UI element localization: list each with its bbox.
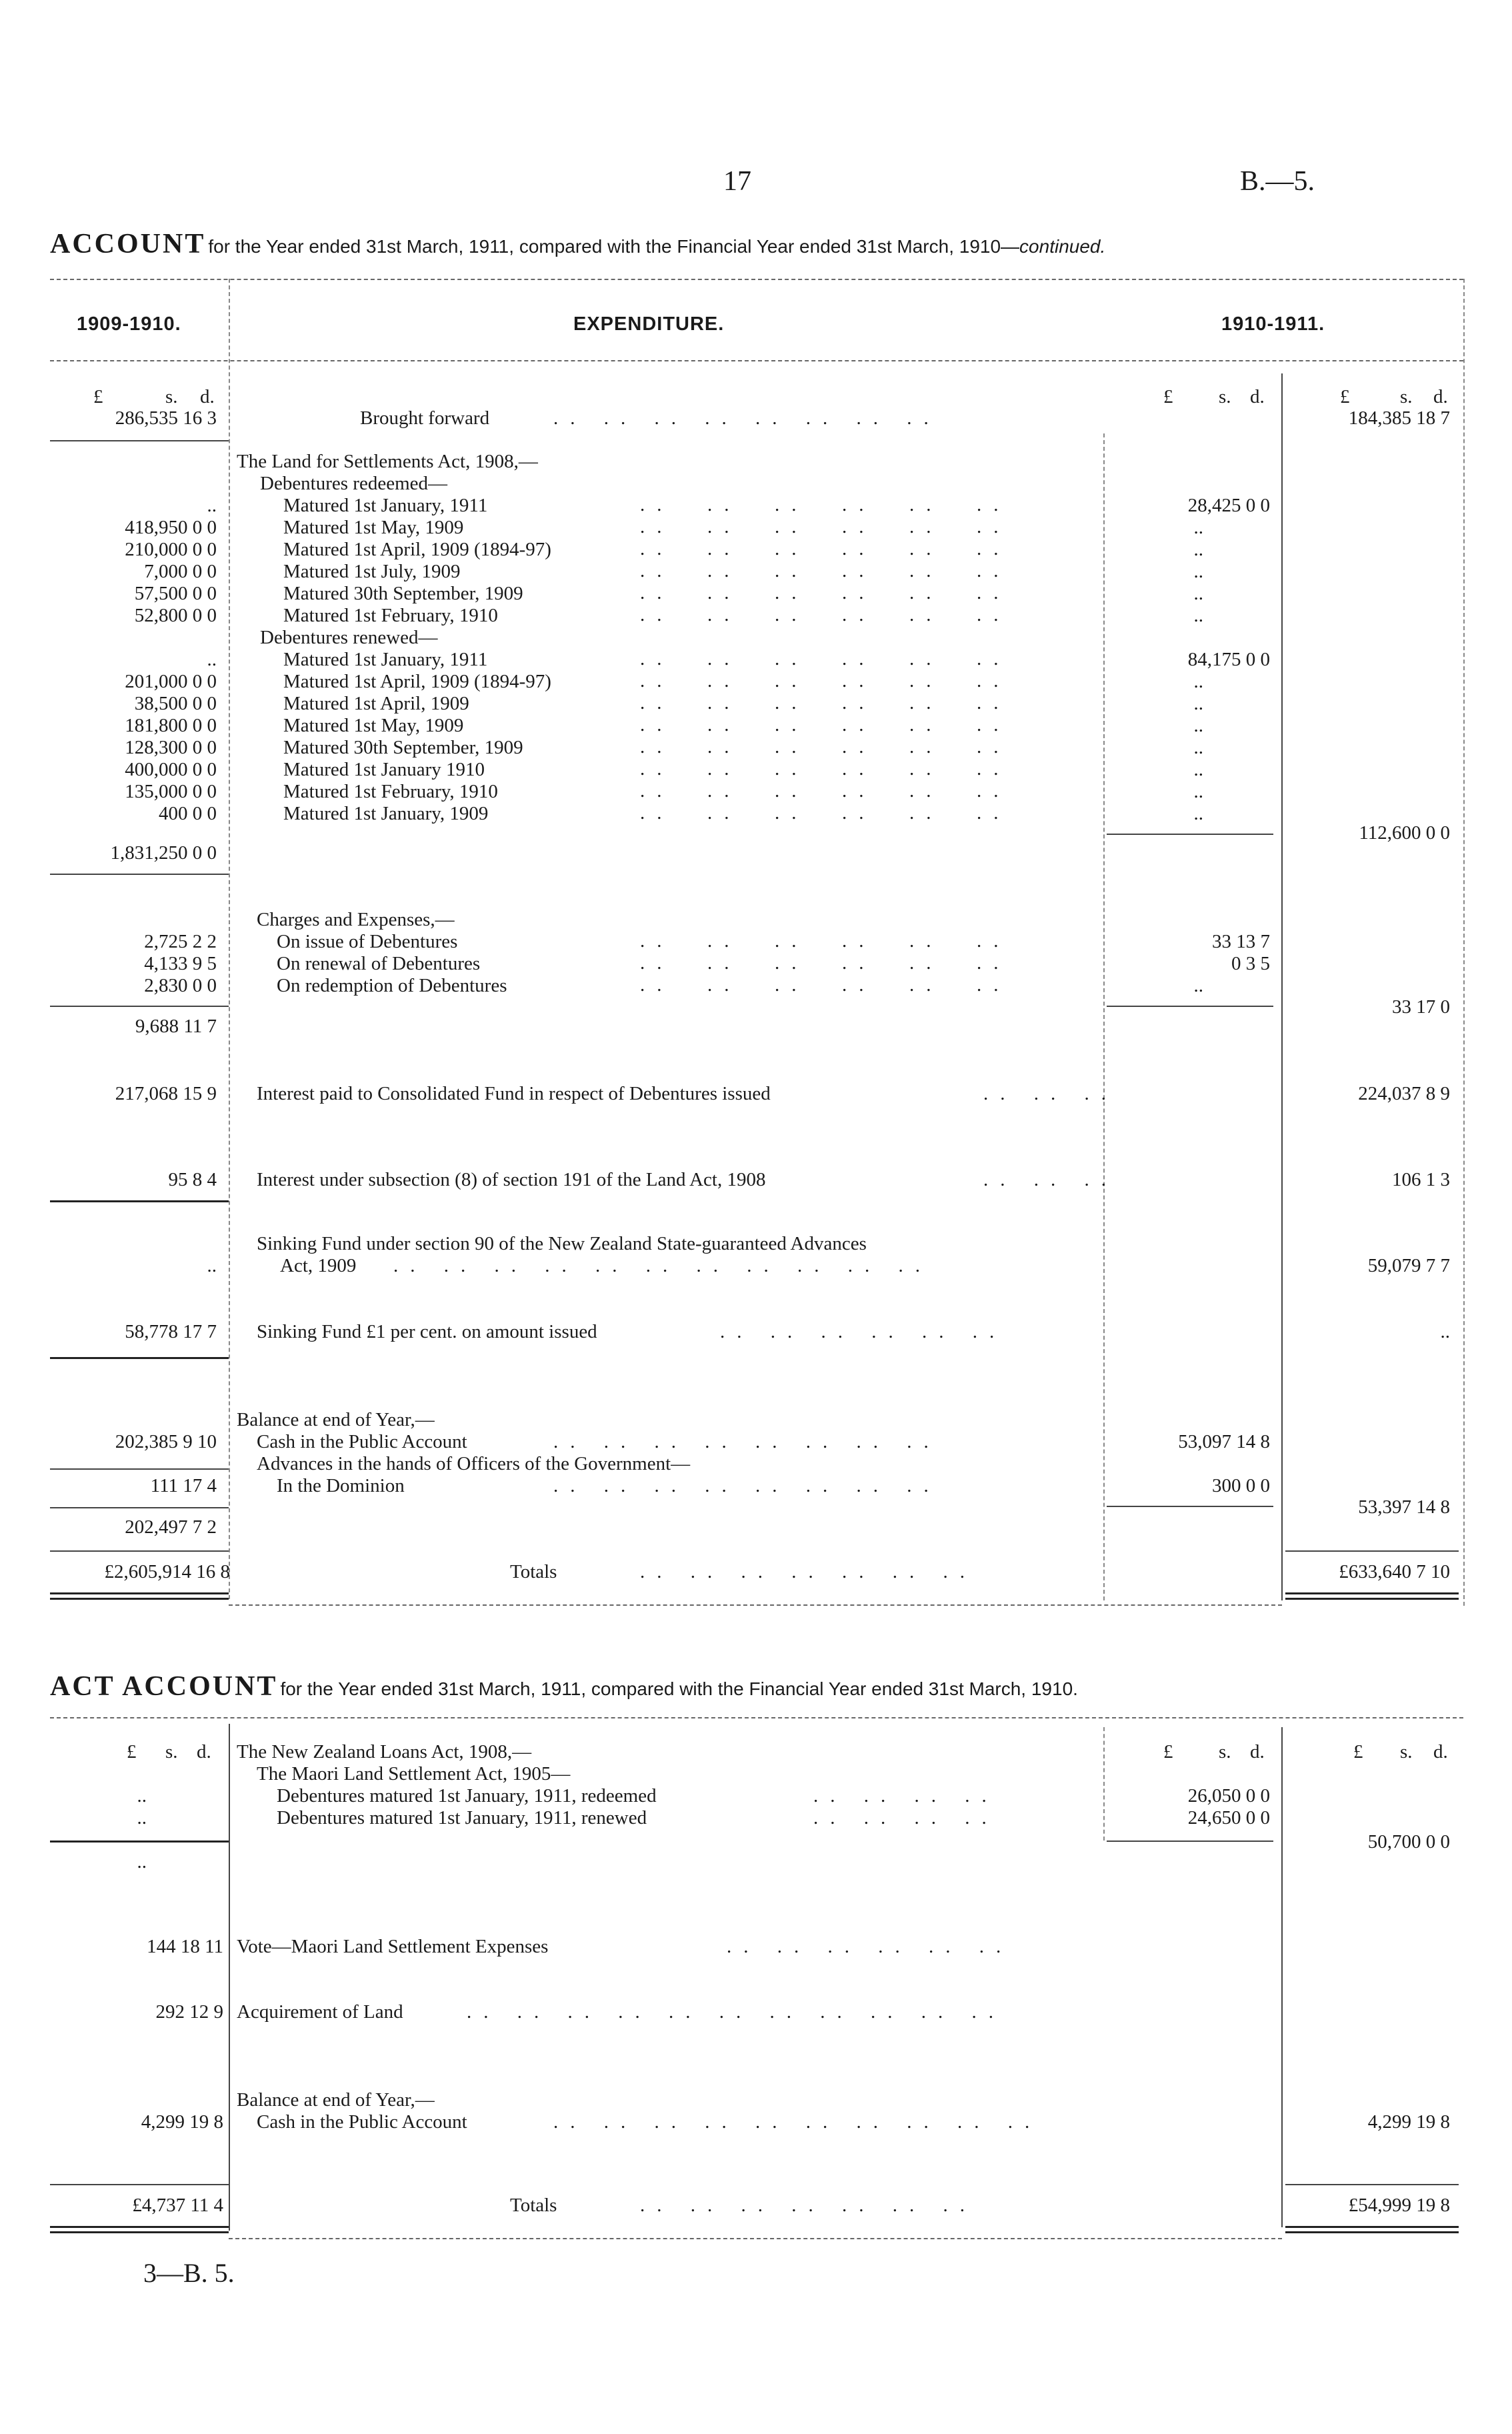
row-prev: 181,800 0 0 bbox=[125, 715, 217, 736]
vote-prev: 144 18 11 bbox=[147, 1936, 223, 1957]
balance-cash-inner: 53,097 14 8 bbox=[1178, 1431, 1270, 1452]
unit-pound-inner: £ bbox=[1163, 1741, 1173, 1762]
renewed-heading: Debentures renewed— bbox=[260, 627, 438, 648]
section1-title-bold: ACCOUNT bbox=[50, 229, 206, 259]
row-inner: .. bbox=[1193, 517, 1203, 538]
rule bbox=[50, 1507, 229, 1508]
rule bbox=[1285, 2231, 1459, 2233]
unit-pound-prev: £ bbox=[127, 1741, 137, 1762]
rule bbox=[50, 2231, 229, 2233]
unit-d-curr: d. bbox=[1433, 1741, 1448, 1762]
unit-d-inner: d. bbox=[1250, 1741, 1265, 1762]
row-inner: .. bbox=[1193, 781, 1203, 802]
page-number: 17 bbox=[723, 166, 751, 197]
row-prev: 2,725 2 2 bbox=[144, 931, 217, 952]
row-prev: 135,000 0 0 bbox=[125, 781, 217, 802]
row-prev: 52,800 0 0 bbox=[134, 605, 217, 626]
unit-d-prev: d. bbox=[197, 1741, 211, 1762]
interest-subsection-label: Interest under subsection (8) of section 191 of the Land Act, 1908 bbox=[257, 1169, 766, 1190]
column-header-prev: 1909-1910. bbox=[77, 313, 181, 335]
balance-dominion-inner: 300 0 0 bbox=[1212, 1475, 1270, 1496]
header-bottom-rule bbox=[50, 360, 1463, 361]
row-prev: 418,950 0 0 bbox=[125, 517, 217, 538]
row-inner: 0 3 5 bbox=[1231, 953, 1270, 974]
totals-prev: £2,605,914 16 8 bbox=[104, 1561, 230, 1582]
row-label: Matured 1st May, 1909 bbox=[283, 517, 464, 538]
totals-label: Totals bbox=[510, 1561, 557, 1582]
sinking-fund-advances-label-cont: Act, 1909 bbox=[280, 1255, 357, 1276]
row-inner: .. bbox=[1193, 539, 1203, 560]
row-prev: 210,000 0 0 bbox=[125, 539, 217, 560]
s2-balance-cash-curr: 4,299 19 8 bbox=[1367, 2111, 1450, 2133]
maori-act-heading: The Maori Land Settlement Act, 1905— bbox=[257, 1763, 571, 1784]
unit-pound-curr: £ bbox=[1353, 1741, 1363, 1762]
row-inner: .. bbox=[1193, 975, 1203, 996]
balance-heading: Balance at end of Year,— bbox=[237, 1409, 435, 1430]
frame-top-rule bbox=[50, 279, 1463, 280]
leader-dots: .. .. .. .. .. .. .. bbox=[640, 1561, 977, 1582]
row-label: Matured 1st January, 1909 bbox=[283, 803, 489, 824]
row-inner: 84,175 0 0 bbox=[1187, 649, 1270, 670]
unit-d-curr: d. bbox=[1433, 386, 1448, 407]
row-inner: .. bbox=[1193, 671, 1203, 692]
section1-title-italic: continued. bbox=[1019, 236, 1106, 257]
deb-renewed-inner: 24,650 0 0 bbox=[1187, 1807, 1270, 1829]
leader-dots: .. .. .. .. .. .. bbox=[720, 1321, 1007, 1342]
brought-forward-label: Brought forward bbox=[360, 407, 490, 429]
rule bbox=[1107, 1841, 1273, 1842]
leader-dots: .. .. .. .. .. .. .. bbox=[640, 2195, 977, 2216]
column-header-expenditure: EXPENDITURE. bbox=[573, 313, 725, 335]
row-label: Matured 1st July, 1909 bbox=[283, 561, 461, 582]
leader-dots: .. .. .. bbox=[983, 1169, 1118, 1190]
s2-balance-cash-label: Cash in the Public Account bbox=[257, 2111, 467, 2133]
row-inner: 28,425 0 0 bbox=[1187, 495, 1270, 516]
debentures-total-prev: 1,831,250 0 0 bbox=[110, 842, 217, 864]
rule bbox=[1107, 1006, 1273, 1007]
row-inner: .. bbox=[1193, 737, 1203, 758]
leader-dots: .. .. .. .. .. .. .. .. .. .. .. bbox=[467, 2001, 1005, 2023]
land-act-heading: The Land for Settlements Act, 1908,— bbox=[237, 451, 538, 472]
rule bbox=[50, 1598, 229, 1600]
row-prev: 201,000 0 0 bbox=[125, 671, 217, 692]
row-prev: 400,000 0 0 bbox=[125, 759, 217, 780]
row-label: Matured 1st April, 1909 (1894-97) bbox=[283, 539, 551, 560]
unit-s-prev: s. bbox=[165, 1741, 178, 1762]
unit-s-curr: s. bbox=[1400, 1741, 1413, 1762]
deb-total-curr: 50,700 0 0 bbox=[1367, 1831, 1450, 1853]
leader-dots: .. .. .. .. .. .. .. .. bbox=[553, 1475, 941, 1496]
row-label: Matured 1st January, 1911 bbox=[283, 495, 488, 516]
rule bbox=[1107, 834, 1273, 835]
row-inner: .. bbox=[1193, 605, 1203, 626]
deb-total-prev: .. bbox=[137, 1851, 147, 1873]
column-divider-inner bbox=[1103, 433, 1105, 1600]
rule bbox=[1107, 1506, 1273, 1507]
unit-s-curr: s. bbox=[1400, 386, 1413, 407]
rule bbox=[50, 1357, 229, 1359]
vote-label: Vote—Maori Land Settlement Expenses bbox=[237, 1936, 549, 1957]
loans-act-heading: The New Zealand Loans Act, 1908,— bbox=[237, 1741, 532, 1762]
row-label: Matured 1st February, 1910 bbox=[283, 781, 498, 802]
deb-renewed-label: Debentures matured 1st January, 1911, renewed bbox=[277, 1807, 647, 1829]
s2-totals-curr: £54,999 19 8 bbox=[1348, 2195, 1450, 2216]
row-prev: 128,300 0 0 bbox=[125, 737, 217, 758]
interest-subsection-curr: 106 1 3 bbox=[1392, 1169, 1450, 1190]
sinking-fund-advances-label: Sinking Fund under section 90 of the New Zealand State-guaranteed Advances bbox=[257, 1233, 867, 1254]
s2-totals-prev: £4,737 11 4 bbox=[132, 2195, 223, 2216]
rule bbox=[50, 1200, 229, 1202]
rule bbox=[1285, 1550, 1459, 1552]
row-label: On renewal of Debentures bbox=[277, 953, 481, 974]
deb-renewed-prev: .. bbox=[137, 1807, 147, 1829]
row-prev: 38,500 0 0 bbox=[134, 693, 217, 714]
balance-dominion-prev: 111 17 4 bbox=[150, 1475, 217, 1496]
unit-pound-prev: £ bbox=[93, 386, 103, 407]
footer-reference: 3—B. 5. bbox=[143, 2258, 235, 2288]
rule bbox=[50, 1550, 229, 1552]
leader-dots: .. .. .. .. bbox=[813, 1785, 999, 1806]
charges-heading: Charges and Expenses,— bbox=[257, 909, 455, 930]
row-label: On redemption of Debentures bbox=[277, 975, 507, 996]
acquirement-label: Acquirement of Land bbox=[237, 2001, 403, 2023]
row-prev: 2,830 0 0 bbox=[144, 975, 217, 996]
totals-curr: £633,640 7 10 bbox=[1339, 1561, 1450, 1582]
row-prev: 4,133 9 5 bbox=[144, 953, 217, 974]
unit-pound-curr: £ bbox=[1340, 386, 1350, 407]
interest-consolidated-label: Interest paid to Consolidated Fund in respect of Debentures issued bbox=[257, 1083, 771, 1104]
unit-d-inner: d. bbox=[1250, 386, 1265, 407]
rule bbox=[1285, 1598, 1459, 1600]
sinking-fund-advances-curr: 59,079 7 7 bbox=[1367, 1255, 1450, 1276]
section1-title bbox=[50, 228, 1105, 260]
frame-right-rule bbox=[1463, 279, 1465, 1606]
row-label: Matured 30th September, 1909 bbox=[283, 737, 523, 758]
acquirement-prev: 292 12 9 bbox=[155, 2001, 223, 2023]
rule bbox=[50, 1468, 229, 1470]
redeemed-heading: Debentures redeemed— bbox=[260, 473, 448, 494]
balance-cash-label: Cash in the Public Account bbox=[257, 1431, 467, 1452]
rule bbox=[229, 1604, 1282, 1606]
rule bbox=[50, 440, 229, 441]
leader-dots: .. .. .. .. .. .. .. .. .. .. bbox=[553, 2111, 1042, 2133]
row-label: Matured 1st April, 1909 bbox=[283, 693, 469, 714]
row-inner: .. bbox=[1193, 561, 1203, 582]
leader-dots: .. .. .. .. .. .. .. .. .. .. .. bbox=[393, 1255, 932, 1276]
unit-s-inner: s. bbox=[1219, 1741, 1231, 1762]
sinking-fund-percent-curr: .. bbox=[1440, 1321, 1450, 1342]
section2-title-rest: for the Year ended 31st March, 1911, compared with the Financial Year ended 31st March, 1910. bbox=[280, 1678, 1078, 1699]
row-prev: .. bbox=[207, 495, 217, 516]
interest-consolidated-prev: 217,068 15 9 bbox=[115, 1083, 217, 1104]
rule bbox=[50, 1841, 229, 1843]
column-divider-curr bbox=[1281, 1727, 1283, 2227]
unit-s-inner: s. bbox=[1219, 386, 1231, 407]
section1-title-rest: for the Year ended 31st March, 1911, compared with the Financial Year ended 31st March, 1910— bbox=[208, 236, 1020, 257]
row-label: Matured 1st February, 1910 bbox=[283, 605, 498, 626]
column-divider-inner bbox=[1103, 1727, 1105, 1841]
unit-s-prev: s. bbox=[165, 386, 178, 407]
leader-dots: .. .. .. .. .. .. .. .. bbox=[553, 1431, 941, 1452]
rule bbox=[50, 2184, 229, 2185]
brought-forward-curr: 184,385 18 7 bbox=[1348, 407, 1450, 429]
leader-dots: .. .. .. bbox=[983, 1083, 1118, 1104]
deb-redeemed-label: Debentures matured 1st January, 1911, redeemed bbox=[277, 1785, 657, 1806]
column-divider-curr bbox=[1281, 373, 1283, 1600]
deb-redeemed-prev: .. bbox=[137, 1785, 147, 1806]
unit-pound-inner: £ bbox=[1163, 386, 1173, 407]
balance-total-prev: 202,497 7 2 bbox=[125, 1516, 217, 1538]
leader-dots-block: .. .. .. .. .. .. .. .. .. .. .. .. .. .. .. .. .. .. bbox=[640, 930, 1011, 996]
leader-dots: .. .. .. .. .. .. .. .. bbox=[553, 407, 941, 429]
rule bbox=[1285, 2226, 1459, 2228]
interest-subsection-prev: 95 8 4 bbox=[168, 1169, 217, 1190]
rule bbox=[50, 2226, 229, 2228]
debentures-total-curr: 112,600 0 0 bbox=[1359, 822, 1450, 844]
balance-dominion-label: In the Dominion bbox=[277, 1475, 405, 1496]
section2-title-bold: ACT ACCOUNT bbox=[50, 1671, 278, 1702]
balance-total-curr: 53,397 14 8 bbox=[1358, 1496, 1450, 1518]
unit-d-prev: d. bbox=[200, 386, 215, 407]
advances-heading: Advances in the hands of Officers of the Government— bbox=[257, 1453, 691, 1474]
row-label: Matured 1st January 1910 bbox=[283, 759, 485, 780]
row-inner: .. bbox=[1193, 759, 1203, 780]
balance-cash-prev: 202,385 9 10 bbox=[115, 1431, 217, 1452]
row-prev: 57,500 0 0 bbox=[134, 583, 217, 604]
row-label: On issue of Debentures bbox=[277, 931, 458, 952]
row-prev: .. bbox=[207, 649, 217, 670]
row-label: Matured 1st January, 1911 bbox=[283, 649, 488, 670]
row-inner: .. bbox=[1193, 693, 1203, 714]
s2-balance-heading: Balance at end of Year,— bbox=[237, 2089, 435, 2111]
document-reference: B.—5. bbox=[1240, 166, 1315, 197]
row-label: Matured 1st April, 1909 (1894-97) bbox=[283, 671, 551, 692]
row-prev: 400 0 0 bbox=[159, 803, 217, 824]
charges-total-curr: 33 17 0 bbox=[1392, 996, 1450, 1018]
interest-consolidated-curr: 224,037 8 9 bbox=[1358, 1083, 1450, 1104]
section2-title bbox=[50, 1670, 1078, 1702]
column-divider-prev bbox=[229, 1724, 230, 2231]
row-prev: 7,000 0 0 bbox=[144, 561, 217, 582]
leader-dots-block: .. .. .. .. .. .. .. .. .. .. .. .. .. .. .. .. .. .. .. .. .. .. .. .. .. .. .. .. .. .. .. .. .. .. .. .. .. .. .. .. .. .. .. .. .. .. .. .. .. .. .. .. .. .. .. .. .. .. .. .. .. .. .. .. .. .. .. .. .. .. .. .. .. .. .. .. .. .. .. .. .. .. .. .. bbox=[640, 494, 1011, 824]
sinking-fund-percent-prev: 58,778 17 7 bbox=[125, 1321, 217, 1342]
brought-forward-prev: 286,535 16 3 bbox=[115, 407, 217, 429]
charges-total-prev: 9,688 11 7 bbox=[135, 1016, 217, 1037]
rule bbox=[50, 1006, 229, 1007]
row-label: Matured 1st May, 1909 bbox=[283, 715, 464, 736]
rule bbox=[1285, 1592, 1459, 1594]
row-inner: .. bbox=[1193, 715, 1203, 736]
leader-dots: .. .. .. .. bbox=[813, 1807, 999, 1829]
row-inner: 33 13 7 bbox=[1212, 931, 1270, 952]
sinking-fund-advances-prev: .. bbox=[207, 1255, 217, 1276]
rule bbox=[229, 2238, 1282, 2239]
s2-totals-label: Totals bbox=[510, 2195, 557, 2216]
rule bbox=[50, 1717, 1463, 1718]
row-inner: .. bbox=[1193, 583, 1203, 604]
row-label: Matured 30th September, 1909 bbox=[283, 583, 523, 604]
leader-dots: .. .. .. .. .. .. bbox=[727, 1936, 1013, 1957]
rule bbox=[50, 874, 229, 875]
rule bbox=[1285, 2184, 1459, 2185]
deb-redeemed-inner: 26,050 0 0 bbox=[1187, 1785, 1270, 1806]
column-header-curr: 1910-1911. bbox=[1221, 313, 1325, 335]
rule bbox=[50, 1592, 229, 1594]
s2-balance-cash-prev: 4,299 19 8 bbox=[141, 2111, 223, 2133]
column-divider-prev bbox=[229, 279, 230, 1599]
sinking-fund-percent-label: Sinking Fund £1 per cent. on amount issued bbox=[257, 1321, 597, 1342]
row-inner: .. bbox=[1193, 803, 1203, 824]
